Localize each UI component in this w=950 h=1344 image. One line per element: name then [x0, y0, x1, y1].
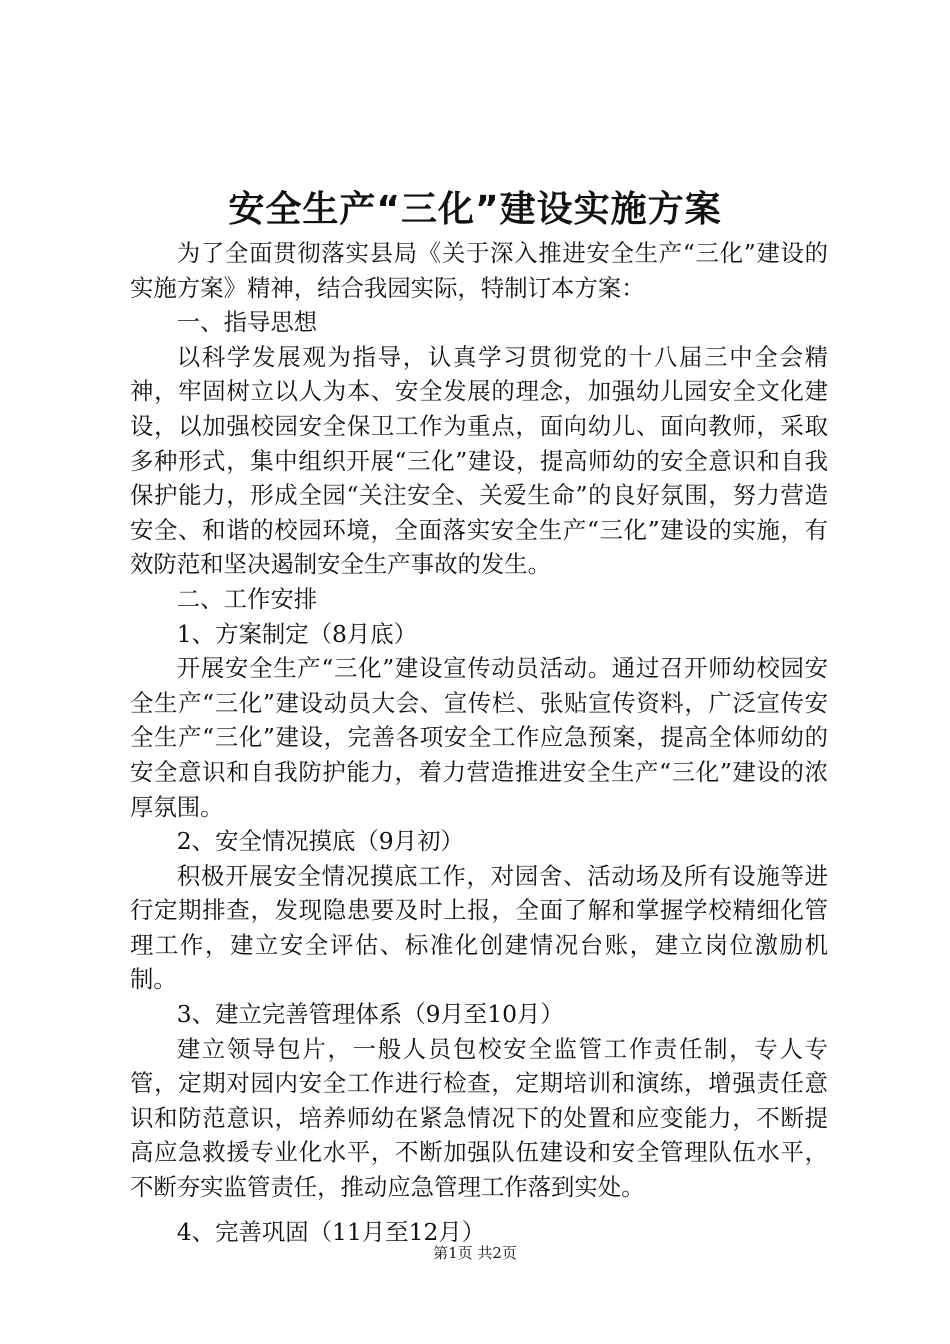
- subheading-plan-formulation: 1、方案制定（8月底）: [176, 619, 418, 648]
- document-title: 安全生产“三化”建设实施方案: [228, 189, 722, 230]
- subheading-management-system: 3、建立完善管理体系（9月至10月）: [176, 1000, 564, 1029]
- document-body: [130, 236, 828, 1249]
- subheading-safety-survey: 2、安全情况摸底（9月初）: [176, 827, 464, 856]
- guiding-thought-paragraph: 以科学发展观为指导，认真学习贯彻党的十八届三中全会精神，牢固树立以人为本、安全发展的理念，加强幼儿园安全文化建设，以加强校园安全保卫工作为重点，面向幼儿、面向教师，采取多种形式，集中组织开展“三化”建设，提高师幼的安全意识和自我保护能力，形成全园“关注安全、关爱生命”的良好氛围，努力营造安全、和谐的校园环境，全面落实安全生产“三化”建设的实施，有效防范和坚决遏制安全生产事故的发生。: [130, 342, 828, 579]
- section-heading-guiding-thought: 一、指导思想: [176, 308, 318, 337]
- safety-survey-paragraph: 积极开展安全情况摸底工作，对园舍、活动场及所有设施等进行定期排查，发现隐患要及时上报，全面了解和掌握学校精细化管理工作，建立安全评估、标准化创建情况台账，建立岗位激励机制。: [130, 861, 828, 994]
- plan-formulation-paragraph: 开展安全生产“三化”建设宣传动员活动。通过召开师幼校园安全生产“三化”建设动员大会、宣传栏、张贴宣传资料，广泛宣传安全生产“三化”建设，完善各项安全工作应急预案，提高全体师幼的安全意识和自我防护能力，着力营造推进安全生产“三化”建设的浓厚氛围。: [130, 654, 828, 821]
- section-heading-work-arrangement: 二、工作安排: [176, 584, 318, 613]
- intro-paragraph: 为了全面贯彻落实县局《关于深入推进安全生产“三化”建设的实施方案》精神，结合我园实际，特制订本方案：: [130, 239, 828, 302]
- management-system-paragraph: 建立领导包片，一般人员包校安全监管工作责任制，专人专管，定期对园内安全工作进行检查，定期培训和演练，增强责任意识和防范意识，培养师幼在紧急情况下的处置和应变能力，不断提高应急救援专业化水平，不断加强队伍建设和安全管理队伍水平，不断夯实监管责任，推动应急管理工作落到实处。: [130, 1034, 828, 1202]
- page-footer: 第1页 共2页: [433, 1244, 517, 1262]
- subheading-consolidation: 4、完善巩固（11月至12月）: [176, 1217, 486, 1246]
